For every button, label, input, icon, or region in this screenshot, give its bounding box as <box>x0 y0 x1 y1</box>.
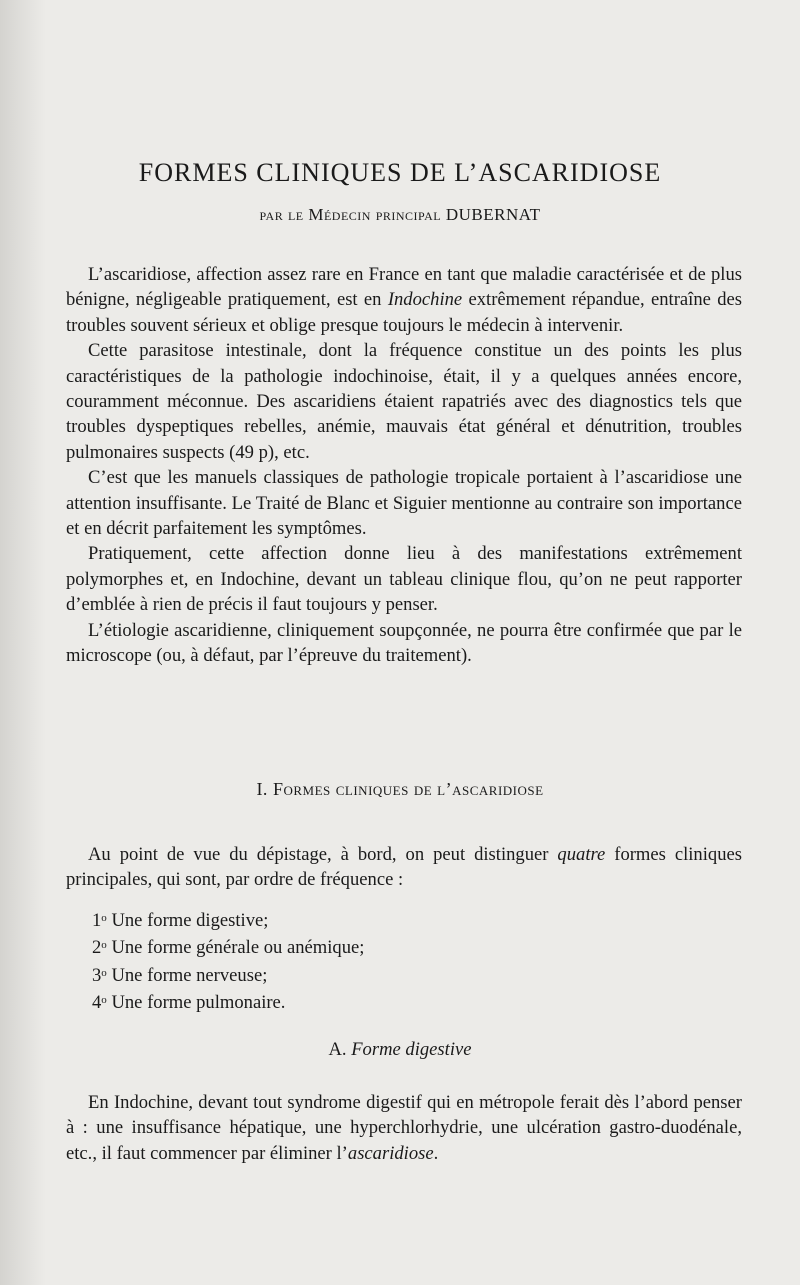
subsection-letter: A. <box>328 1039 347 1060</box>
paragraph-5: L’étiologie ascaridienne, cliniquement soupçonnée, ne pourra être confirmée que par le microscope (ou, à défaut, par l’épreuve du traitement). <box>66 619 742 667</box>
digestive-section <box>66 1090 742 1166</box>
section-heading <box>0 779 800 800</box>
byline-author: DUBERNAT <box>445 205 541 224</box>
last-paragraph: En Indochine, devant tout syndrome digestif qui en métropole ferait dès l’abord penser à : une insuffisance hépatique, une hyperchlorhydrie, une ulcération gastro-duodénale, etc., il faut commencer par éliminer l’ascaridiose. <box>66 1092 742 1164</box>
section-title: Formes cliniques de l’ascaridiose <box>272 779 544 799</box>
list-item: 4$^o$ Une forme pulmonaire. <box>92 992 286 1014</box>
section-numeral: I. <box>256 779 268 799</box>
section-intro <box>66 842 742 893</box>
paragraph-1: L’ascaridiose, affection assez rare en France en tant que maladie caractérisée et de plus bénigne, négligeable pratiquement, est en Indochine extrêmement répandue, entraîne des troubles souvent sérieux et oblige presque toujours le médecin à intervenir. <box>66 264 742 336</box>
subsection-title: Forme digestive <box>351 1039 472 1060</box>
section-intro-paragraph: Au point de vue du dépistage, à bord, on peut distinguer quatre formes cliniques principales, qui sont, par ordre de fréquence : <box>66 844 742 891</box>
article-title: FORMES CLINIQUES DE L’ASCARIDIOSE <box>138 158 662 187</box>
list-item: 2$^o$ Une forme générale ou anémique; <box>92 937 365 959</box>
paragraph-2: Cette parasitose intestinale, dont la fréquence constitue un des points les plus caractéristiques de la pathologie indochinoise, était, il y a quelques années encore, couramment méconnue. Des ascaridiens étaient rapatriés avec des diagnostics tels que troubles dyspeptiques rebelles, anémie, mauvais état général et dénutrition, troubles pulmonaires suspects (49 p), etc. <box>66 340 742 463</box>
list-item: 3$^o$ Une forme nerveuse; <box>92 964 268 986</box>
paragraph-4: Pratiquement, cette affection donne lieu à des manifestations extrêmement polymorphes et, en Indochine, devant un tableau clinique flou, qu’on ne peut rapporter d’emblée à rien de précis il faut toujours y penser. <box>66 543 742 616</box>
byline <box>0 205 800 225</box>
byline-prefix: par le Médecin principal <box>259 205 442 224</box>
subsection-heading <box>0 1039 800 1061</box>
paragraph-3: C’est que les manuels classiques de pathologie tropicale portaient à l’ascaridiose une attention insuffisante. Le Traité de Blanc et Siguier mentionne au contraire son importance et en décrit parfaitement les symptômes. <box>66 467 742 540</box>
intro-paragraphs <box>66 262 742 669</box>
list-item: 1$^o$ Une forme digestive; <box>92 910 269 931</box>
forms-list <box>92 906 364 1016</box>
